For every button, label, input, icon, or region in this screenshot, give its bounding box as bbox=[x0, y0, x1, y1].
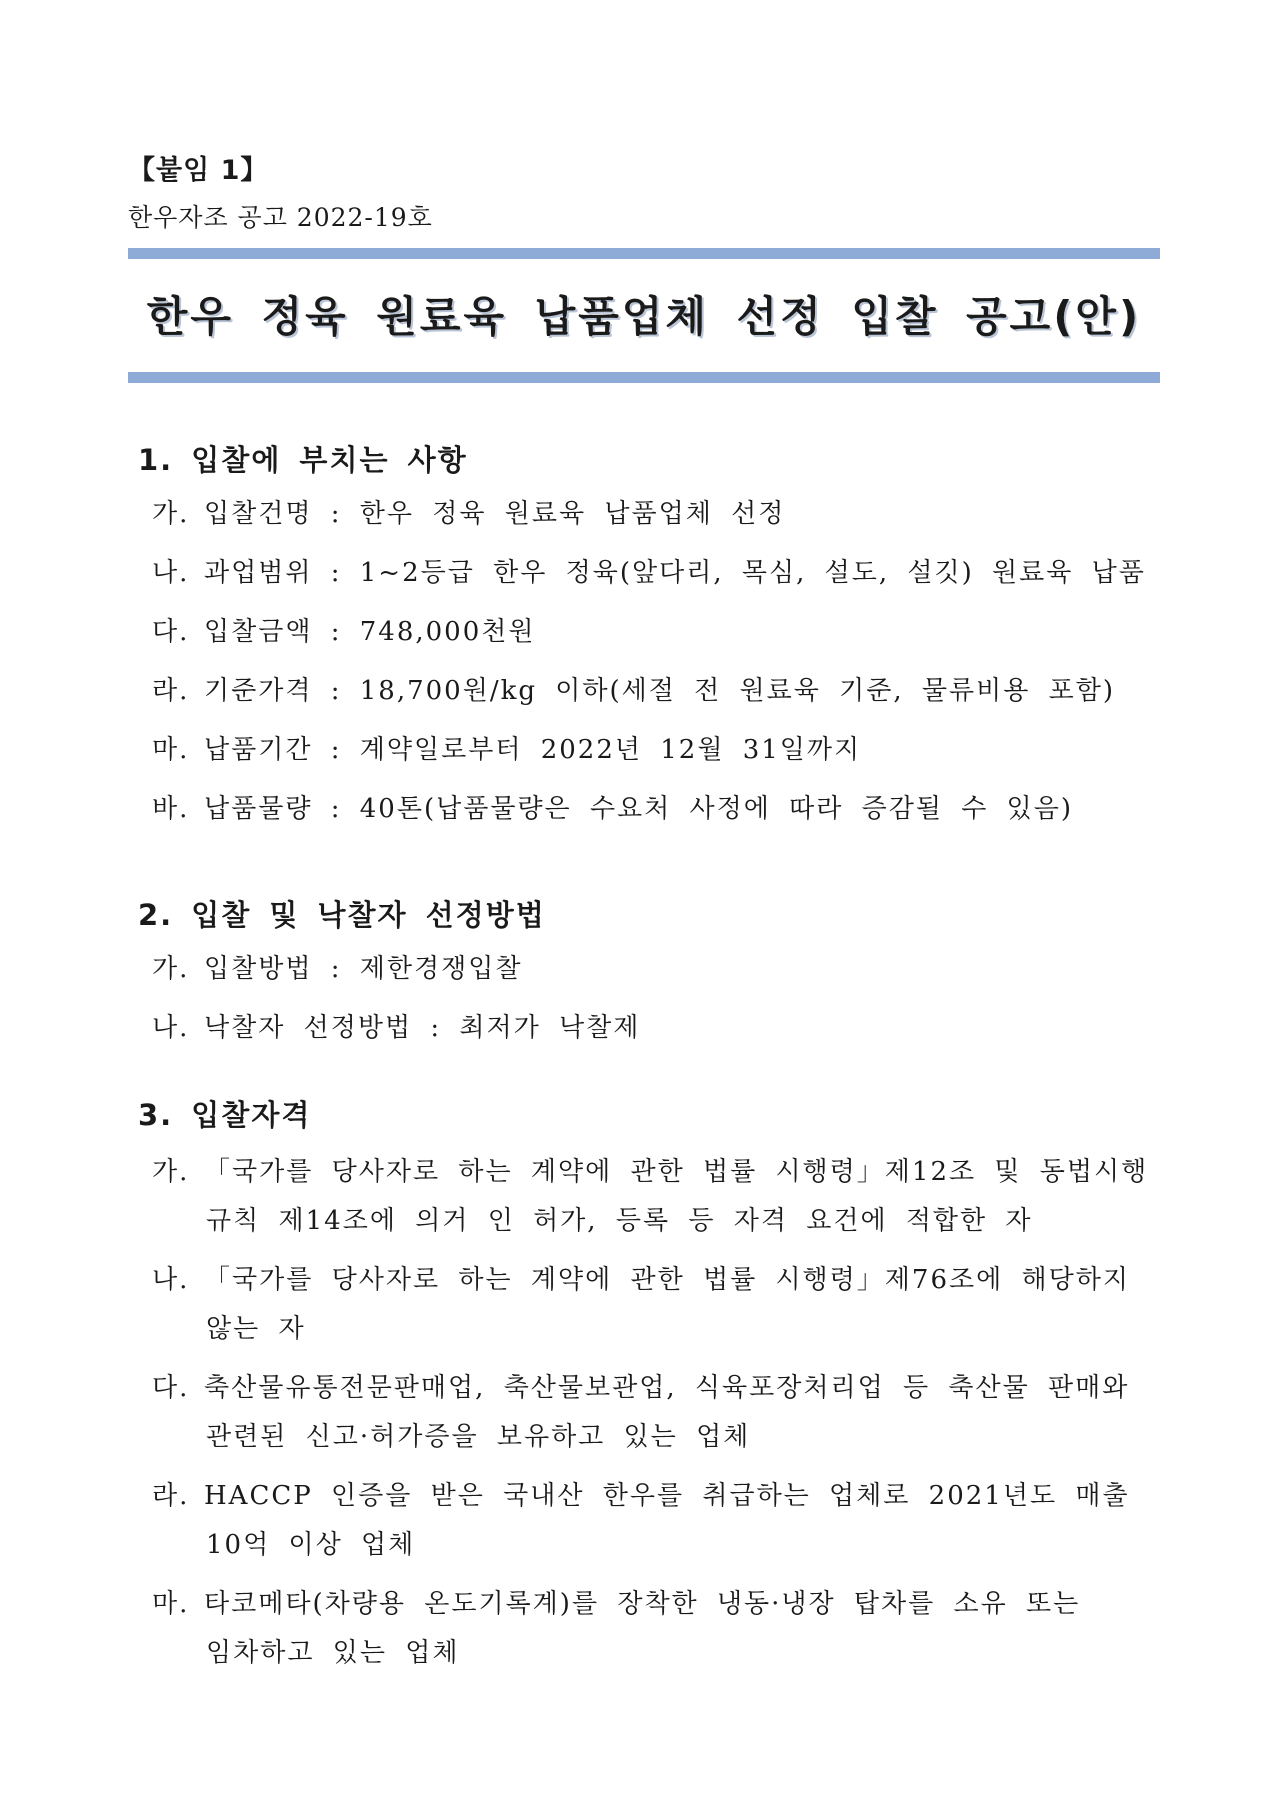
item-text: 축산물유통전문판매업, 축산물보관업, 식육포장처리업 등 축산물 판매와 bbox=[204, 1373, 1130, 1403]
item-text: 납품물량 : 40톤(납품물량은 수요처 사정에 따라 증감될 수 있음) bbox=[204, 794, 1074, 824]
item-marker: 나. bbox=[152, 1265, 190, 1295]
item-text-continued: 관련된 신고·허가증을 보유하고 있는 업체 bbox=[206, 1422, 751, 1452]
item-marker: 나. bbox=[152, 1013, 190, 1043]
item-text-continued: 임차하고 있는 업체 bbox=[206, 1638, 460, 1668]
title-rule-top bbox=[128, 248, 1160, 259]
title-rule-bottom bbox=[128, 372, 1160, 383]
section-3-item-3 bbox=[152, 1364, 1162, 1462]
section-1-item-2 bbox=[152, 549, 1162, 598]
attachment-label: 【붙임 1】 bbox=[128, 155, 269, 186]
item-marker: 다. bbox=[152, 617, 190, 647]
item-marker: 가. bbox=[152, 1157, 190, 1187]
section-3-item-2 bbox=[152, 1256, 1162, 1354]
section-heading-2: 2. 입찰 및 낙찰자 선정방법 bbox=[138, 898, 546, 932]
section-2-item-2 bbox=[152, 1004, 1162, 1053]
notice-number: 한우자조 공고 2022-19호 bbox=[128, 203, 433, 232]
section-3-item-1 bbox=[152, 1148, 1162, 1246]
document-title: 한우 정육 원료육 납품업체 선정 입찰 공고(안) bbox=[146, 292, 1142, 341]
item-text: 기준가격 : 18,700원/kg 이하(세절 전 원료육 기준, 물류비용 포함) bbox=[204, 676, 1115, 706]
item-marker: 마. bbox=[152, 735, 190, 765]
item-text: 낙찰자 선정방법 : 최저가 낙찰제 bbox=[204, 1013, 641, 1043]
item-text: 납품기간 : 계약일로부터 2022년 12월 31일까지 bbox=[204, 735, 862, 765]
item-marker: 가. bbox=[152, 954, 190, 984]
item-marker: 마. bbox=[152, 1589, 190, 1619]
item-text-continued: 10억 이상 업체 bbox=[206, 1530, 416, 1560]
item-text: HACCP 인증을 받은 국내산 한우를 취급하는 업체로 2021년도 매출 bbox=[204, 1481, 1130, 1511]
item-text: 입찰건명 : 한우 정육 원료육 납품업체 선정 bbox=[204, 499, 786, 529]
section-1-item-4 bbox=[152, 667, 1162, 716]
item-text: 입찰금액 : 748,000천원 bbox=[204, 617, 536, 647]
item-text: 과업범위 : 1~2등급 한우 정육(앞다리, 목심, 설도, 설깃) 원료육 납품 bbox=[204, 558, 1146, 588]
section-heading-1: 1. 입찰에 부치는 사항 bbox=[138, 443, 468, 477]
item-marker: 라. bbox=[152, 676, 190, 706]
section-3-item-4 bbox=[152, 1472, 1162, 1570]
item-text: 「국가를 당사자로 하는 계약에 관한 법률 시행령」제76조에 해당하지 bbox=[204, 1265, 1130, 1295]
item-marker: 다. bbox=[152, 1373, 190, 1403]
section-3-item-5 bbox=[152, 1580, 1162, 1678]
section-1-item-6 bbox=[152, 785, 1162, 834]
item-text-continued: 않는 자 bbox=[206, 1314, 306, 1344]
item-marker: 바. bbox=[152, 794, 190, 824]
section-1-item-3 bbox=[152, 608, 1162, 657]
item-text: 입찰방법 : 제한경쟁입찰 bbox=[204, 954, 523, 984]
section-1-item-1 bbox=[152, 490, 1162, 539]
item-text-continued: 규칙 제14조에 의거 인 허가, 등록 등 자격 요건에 적합한 자 bbox=[206, 1206, 1033, 1236]
section-1-item-5 bbox=[152, 726, 1162, 775]
section-2-item-1 bbox=[152, 945, 1162, 994]
item-marker: 나. bbox=[152, 558, 190, 588]
item-marker: 라. bbox=[152, 1481, 190, 1511]
item-text: 「국가를 당사자로 하는 계약에 관한 법률 시행령」제12조 및 동법시행 bbox=[204, 1157, 1149, 1187]
section-heading-3: 3. 입찰자격 bbox=[138, 1098, 312, 1132]
item-marker: 가. bbox=[152, 499, 190, 529]
item-text: 타코메타(차량용 온도기록계)를 장착한 냉동·냉장 탑차를 소유 또는 bbox=[204, 1589, 1081, 1619]
